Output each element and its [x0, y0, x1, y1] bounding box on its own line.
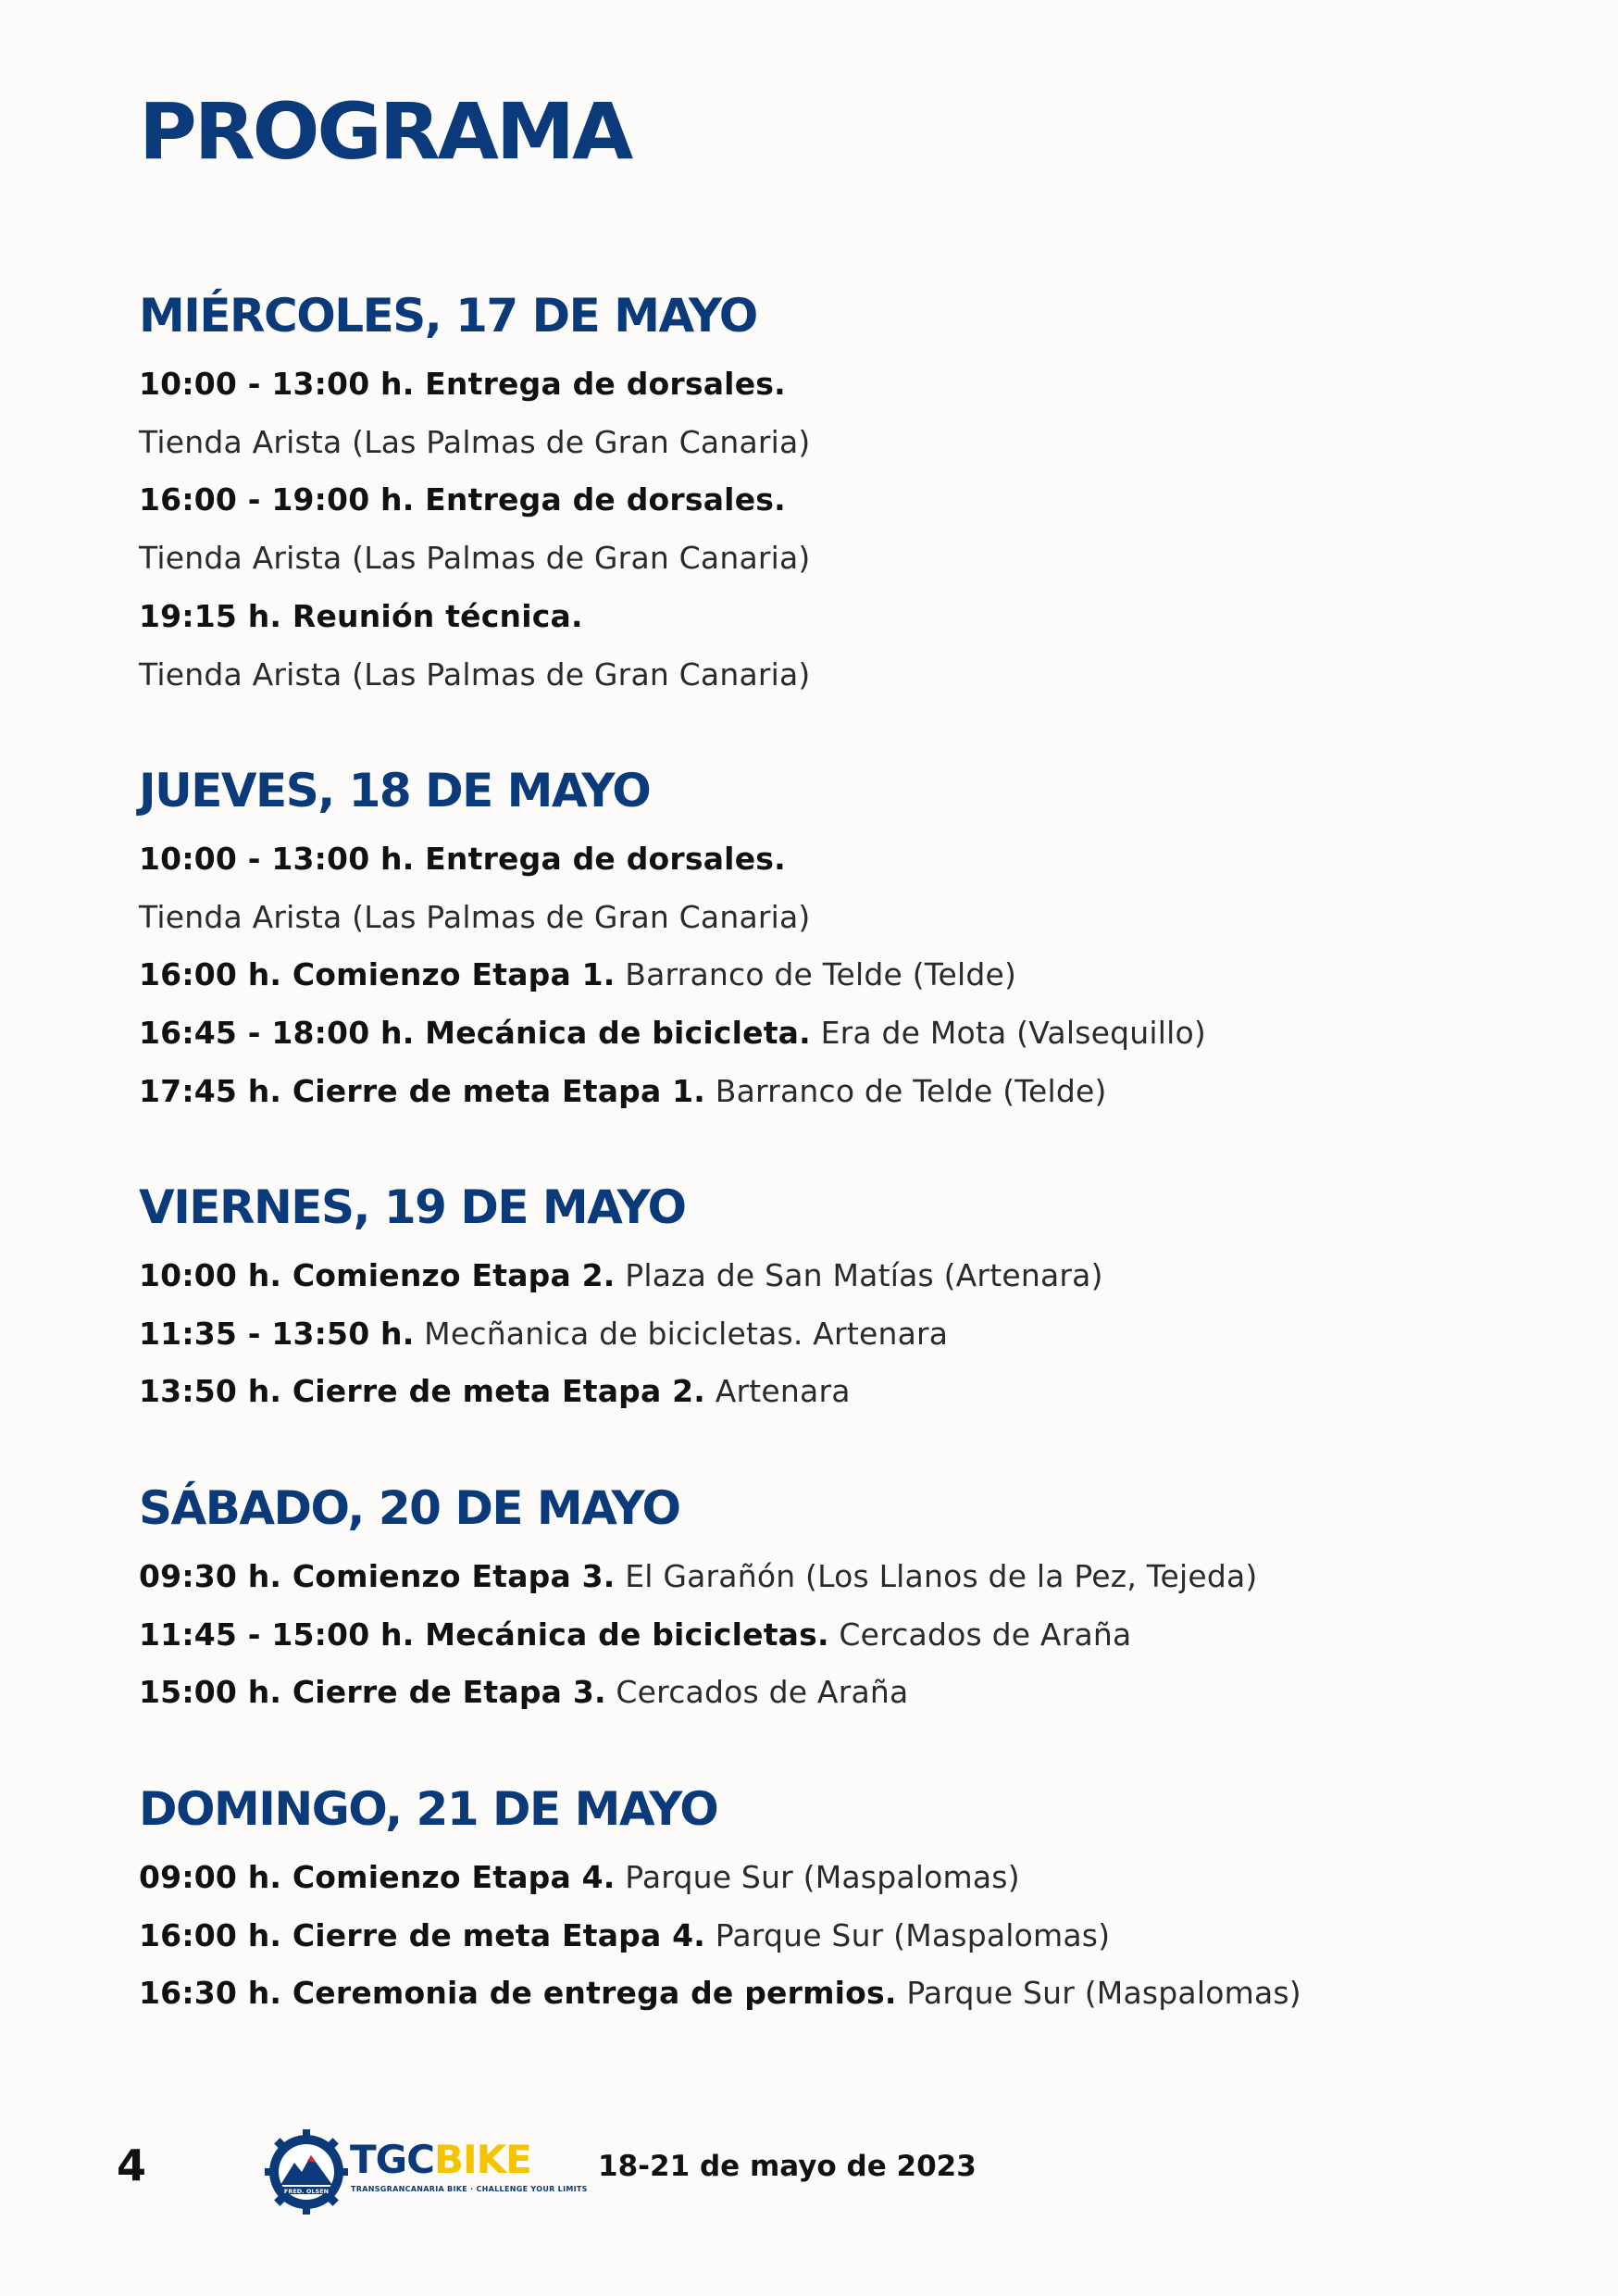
schedule-line: Tienda Arista (Las Palmas de Gran Canaria) — [139, 540, 811, 577]
schedule-line: 16:00 - 19:00 h. Entrega de dorsales. — [139, 481, 786, 518]
logo-tagline: TRANSGRANCANARIA BIKE · CHALLENGE YOUR LIMITS — [351, 2185, 588, 2193]
schedule-line: 16:45 - 18:00 h. Mecánica de bicicleta. Era de Mota (Valsequillo) — [139, 1015, 1206, 1052]
schedule-line: 16:00 h. Cierre de meta Etapa 4. Parque Sur (Maspalomas) — [139, 1916, 1111, 1953]
schedule-line: Tienda Arista (Las Palmas de Gran Canaria) — [139, 655, 811, 693]
schedule-line: 11:45 - 15:00 h. Mecánica de bicicletas. Cercados de Araña — [139, 1616, 1132, 1653]
schedule-line: 13:50 h. Cierre de meta Etapa 2. Artenara — [139, 1373, 851, 1410]
schedule-line: 16:30 h. Ceremonia de entrega de permios. Parque Sur (Maspalomas) — [139, 1975, 1301, 2012]
day-heading: SÁBADO, 20 DE MAYO — [139, 1481, 680, 1535]
page-title: PROGRAMA — [139, 86, 631, 177]
schedule-line: 10:00 - 13:00 h. Entrega de dorsales. — [139, 841, 786, 877]
schedule-line: 17:45 h. Cierre de meta Etapa 1. Barranco de Telde (Telde) — [139, 1072, 1107, 1109]
schedule-line: 16:00 h. Comienzo Etapa 1. Barranco de Telde (Telde) — [139, 956, 1017, 993]
schedule-line: 11:35 - 13:50 h. Mecñanica de bicicletas. Artenara — [139, 1315, 949, 1352]
event-dates: 18-21 de mayo de 2023 — [598, 2150, 977, 2183]
day-thursday — [139, 764, 1481, 1121]
day-sunday — [139, 1782, 1481, 2023]
day-heading: DOMINGO, 21 DE MAYO — [139, 1782, 718, 1836]
page-footer — [0, 2120, 1618, 2231]
day-saturday — [139, 1481, 1481, 1722]
schedule-line: 09:00 h. Comienzo Etapa 4. Parque Sur (Maspalomas) — [139, 1859, 1020, 1895]
schedule-line: 15:00 h. Cierre de Etapa 3. Cercados de Araña — [139, 1674, 909, 1711]
day-friday — [139, 1180, 1481, 1421]
schedule-line: Tienda Arista (Las Palmas de Gran Canaria) — [139, 898, 811, 935]
tgc-bike-logo — [265, 2128, 588, 2220]
day-wednesday — [139, 289, 1481, 704]
schedule-line: Tienda Arista (Las Palmas de Gran Canaria) — [139, 423, 811, 460]
day-heading: JUEVES, 18 DE MAYO — [139, 764, 651, 817]
day-heading: MIÉRCOLES, 17 DE MAYO — [139, 289, 757, 343]
schedule-line: 19:15 h. Reunión técnica. — [139, 597, 583, 634]
schedule-line: 10:00 h. Comienzo Etapa 2. Plaza de San Matías (Artenara) — [139, 1257, 1103, 1293]
schedule-line: 10:00 - 13:00 h. Entrega de dorsales. — [139, 366, 786, 402]
svg-text:FRED. OLSEN: FRED. OLSEN — [283, 2188, 330, 2195]
gear-mountain-icon — [265, 2128, 348, 2216]
schedule-line: 09:30 h. Comienzo Etapa 3. El Garañón (Los Llanos de la Pez, Tejeda) — [139, 1558, 1258, 1594]
page-number: 4 — [117, 2140, 147, 2190]
day-heading: VIERNES, 19 DE MAYO — [139, 1180, 686, 1234]
logo-wordmark: TGCBIKE — [350, 2137, 531, 2182]
